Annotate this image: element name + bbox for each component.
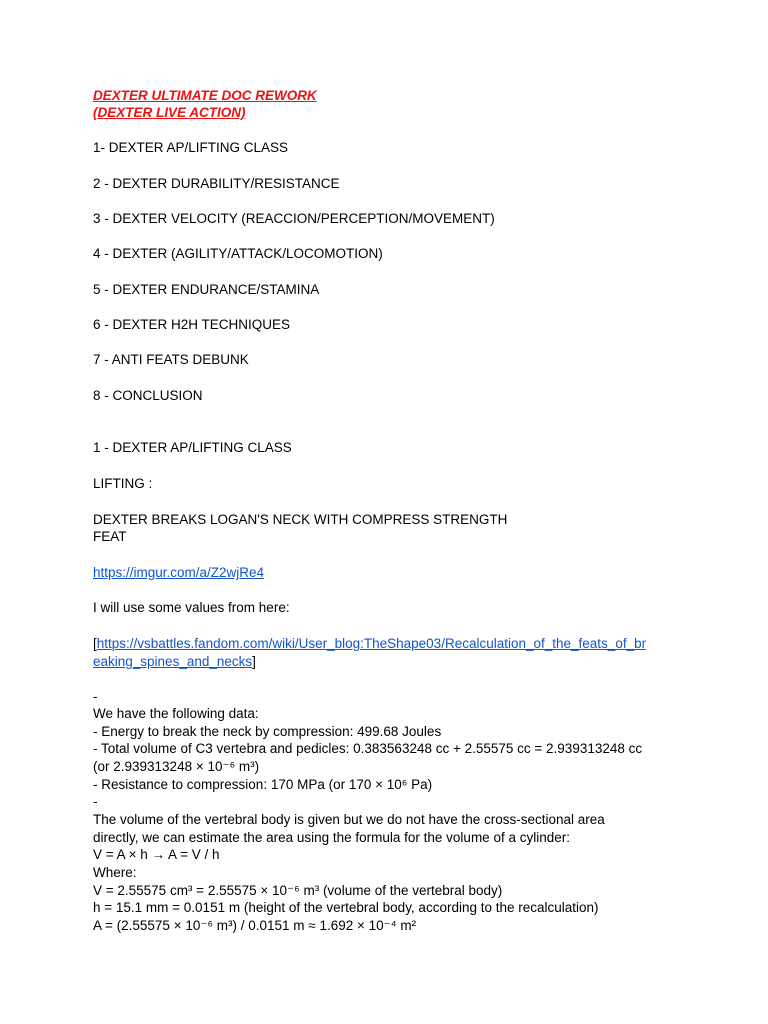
height-definition: h = 15.1 mm = 0.0151 m (height of the vertebral body, according to the recalculation) (93, 900, 599, 915)
lifting-label: LIFTING : (93, 476, 153, 491)
separator-dash: - (93, 689, 98, 704)
feat-title-line2: FEAT (93, 529, 127, 544)
imgur-link[interactable]: https://imgur.com/a/Z2wjRe4 (93, 565, 265, 580)
paragraph-line: The volume of the vertebral body is given but we do not have the cross-sectional area (93, 812, 605, 827)
area-definition: A = (2.55575 × 10⁻⁶ m³) / 0.0151 m ≈ 1.692 × 10⁻⁴ m² (93, 918, 417, 933)
reference-link-block (93, 635, 673, 670)
data-volume-si: (or 2.939313248 × 10⁻⁶ m³) (93, 759, 260, 774)
vsbattles-link-continued[interactable]: eaking_spines_and_necks (93, 653, 253, 669)
vsbattles-link[interactable]: https://vsbattles.fandom.com/wiki/User_blog:TheShape03/Recalculation_of_the_feats_of_br (96, 636, 647, 651)
toc-item-6: 6 - DEXTER H2H TECHNIQUES (93, 317, 291, 332)
section-heading: 1 - DEXTER AP/LIFTING CLASS (93, 440, 292, 455)
data-energy: - Energy to break the neck by compression: 499.68 Joules (93, 724, 442, 739)
toc-item-7: 7 - ANTI FEATS DEBUNK (93, 352, 249, 367)
toc-item-3: 3 - DEXTER VELOCITY (REACCION/PERCEPTION/MOVEMENT) (93, 211, 495, 226)
toc-item-5: 5 - DEXTER ENDURANCE/STAMINA (93, 282, 320, 297)
formula-line: V = A × h → A = V / h (93, 847, 220, 862)
volume-definition: V = 2.55575 cm³ = 2.55575 × 10⁻⁶ m³ (volume of the vertebral body) (93, 883, 503, 898)
toc-item-1: 1- DEXTER AP/LIFTING CLASS (93, 140, 289, 155)
paragraph-line: directly, we can estimate the area using the formula for the volume of a cylinder: (93, 830, 570, 845)
doc-title: DEXTER ULTIMATE DOC REWORK (93, 88, 317, 103)
values-intro: I will use some values from here: (93, 600, 290, 615)
toc-item-2: 2 - DEXTER DURABILITY/RESISTANCE (93, 176, 340, 191)
reference-link-line2 (93, 653, 673, 671)
bracket-close: ] (252, 653, 256, 669)
toc-item-8: 8 - CONCLUSION (93, 388, 203, 403)
separator-dash: - (93, 794, 98, 809)
toc-item-4: 4 - DEXTER (AGILITY/ATTACK/LOCOMOTION) (93, 246, 383, 261)
data-intro: We have the following data: (93, 706, 259, 721)
feat-title-line1: DEXTER BREAKS LOGAN'S NECK WITH COMPRESS STRENGTH (93, 512, 508, 527)
reference-link-line1 (93, 635, 673, 653)
data-resistance: - Resistance to compression: 170 MPa (or 170 × 10⁶ Pa) (93, 777, 433, 792)
doc-subtitle: (DEXTER LIVE ACTION) (93, 105, 246, 120)
bracket-open: [ (93, 636, 97, 651)
data-volume: - Total volume of C3 vertebra and pedicles: 0.383563248 cc + 2.55575 cc = 2.939313248 cc (93, 741, 643, 756)
where-label: Where: (93, 865, 137, 880)
